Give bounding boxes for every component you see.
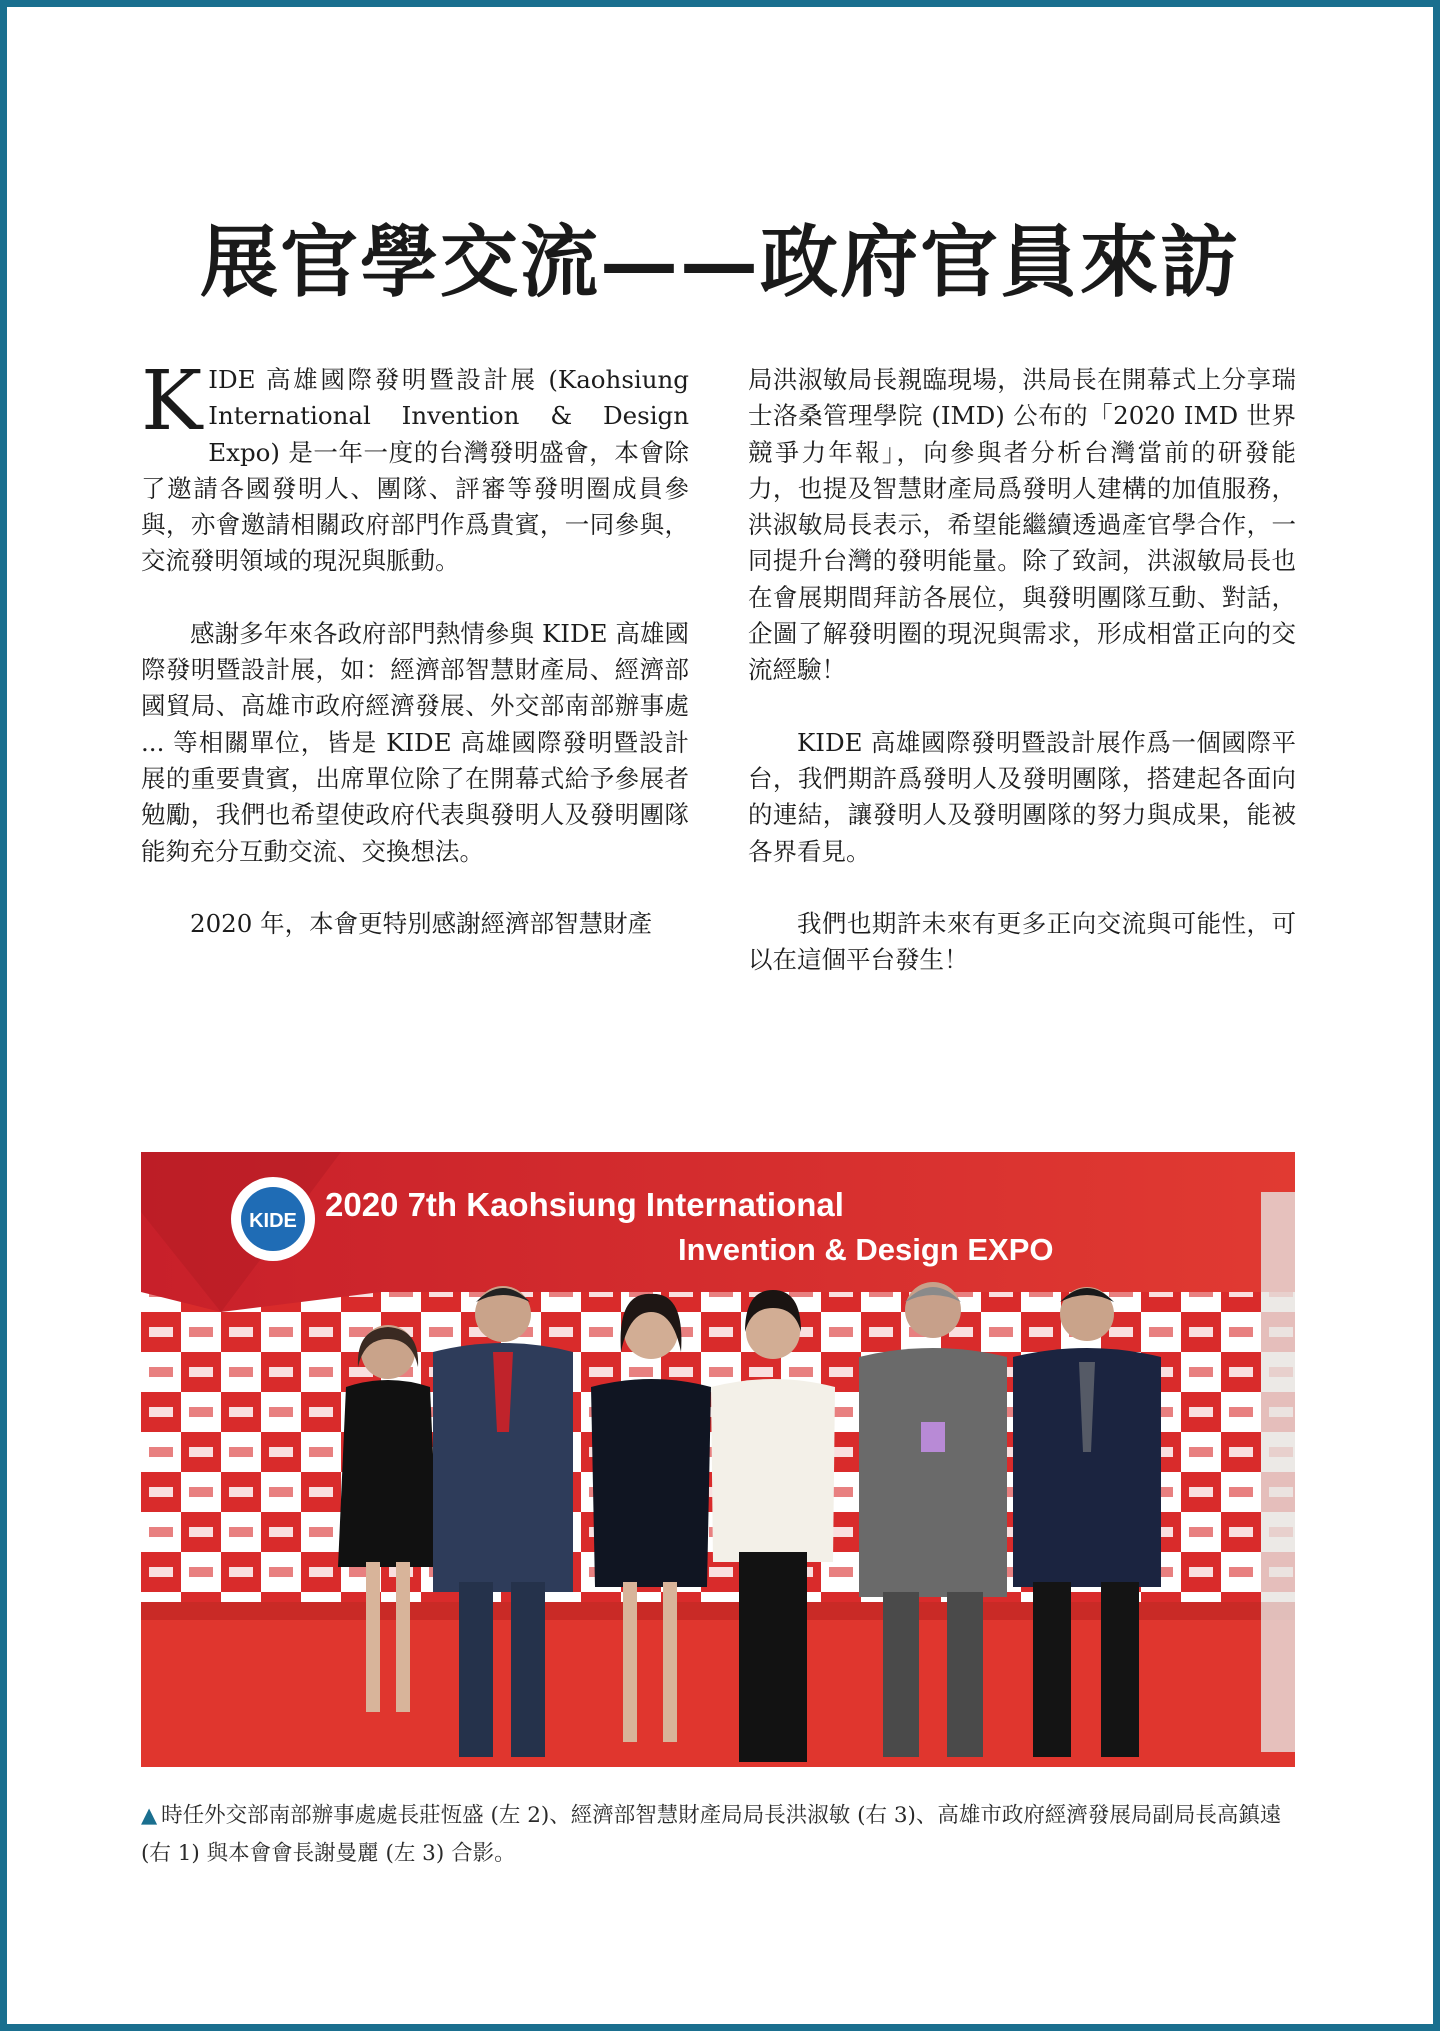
group-photo (141, 1152, 1295, 1767)
group-photo-illustration (141, 1152, 1295, 1767)
intro-paragraph (141, 354, 689, 580)
drop-cap: K (141, 354, 203, 449)
year-2020-paragraph: 2020 年，本會更特別感謝經濟部智慧財產 (190, 908, 653, 938)
triangle-icon: ▲ (141, 1803, 158, 1827)
platform-paragraph: KIDE 高雄國際發明暨設計展作爲一個國際平台，我們期許爲發明人及發明團隊，搭建起各面向的連結，讓發明人及發明團隊的努力與成果，能被各界看見。 (748, 727, 1296, 866)
banner-line-2: Invention & Design EXPO (678, 1232, 1054, 1267)
photo-caption (141, 1796, 1295, 1873)
thanks-paragraph: 感謝多年來各政府部門熱情參與 KIDE 高雄國際發明暨設計展，如：經濟部智慧財產局、經濟部國貿局、高雄市政府經濟發展、外交部南部辦事處 ... 等相關單位，皆是 KIDE 高雄國際發明暨設計展的重要貴賓，出席單位除了在開幕式給予參展者勉勵，我們也希望使政府代表與發明人及發明團隊能夠充分互動交流、交換想法。 (141, 618, 689, 866)
page-title: 展官學交流——政府官員來訪 (199, 217, 1240, 309)
intro-paragraph-text: IDE 高雄國際發明暨設計展 (Kaohsiung International Invention & Design Expo) 是一年一度的台灣發明盛會，本會除了邀請各國發明人、團隊、評審等發明圈成員參與，亦會邀請相關政府部門作爲貴賓，一同參與，交流發明領域的現況與脈動。 (141, 365, 689, 576)
director-visit-paragraph: 局洪淑敏局長親臨現場，洪局長在開幕式上分享瑞士洛桑管理學院 (IMD) 公布的「2020 IMD 世界競爭力年報」，向參與者分析台灣當前的研發能力，也提及智慧財產局爲發明人建構的加值服務，洪淑敏局長表示，希望能繼續透過產官學合作，一同提升台灣的發明能量。除了致詞，洪淑敏局長也在會展期間拜訪各展位，與發明團隊互動、對話，企圖了解發明圈的現況與需求，形成相當正向的交流經驗！ (748, 365, 1296, 685)
caption-text: 時任外交部南部辦事處處長莊恆盛 (左 2)、經濟部智慧財產局局長洪淑敏 (右 3)、高雄市政府經濟發展局副局長高鎮遠 (右 1) 與本會會長謝曼麗 (左 3) 合影。 (141, 1803, 1282, 1866)
kide-logo-text: KIDE (249, 1210, 297, 1232)
right-column (748, 362, 1296, 1014)
banner-line-1: 2020 7th Kaohsiung International (325, 1186, 844, 1223)
left-column (141, 354, 689, 978)
closing-paragraph: 我們也期許未來有更多正向交流與可能性，可以在這個平台發生！ (748, 908, 1296, 975)
